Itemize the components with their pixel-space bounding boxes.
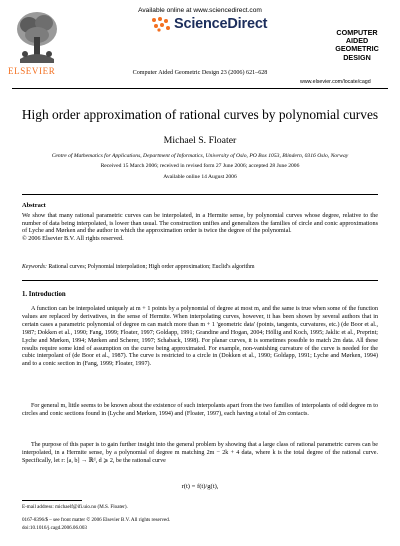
online-date: Available online 14 August 2006: [163, 174, 237, 180]
section-heading: 1. Introduction: [22, 291, 66, 298]
abstract-top-rule: [22, 194, 378, 195]
abstract-copyright: © 2006 Elsevier B.V. All rights reserved.: [22, 235, 124, 243]
sciencedirect-wordmark: ScienceDirect: [174, 16, 268, 32]
abstract-text: We show that many rational parametric curves can be interpolated, in a Hermite sense, by polynomial curves whose degree, relative to the number of data being interpolated, is lower than usual. The construction unifies and generalizes the families of circle and conic approximations of Lyche and Mørken and the author in which the approximation order is twice the degree of the polynomial.: [22, 212, 378, 235]
elsevier-tree-logo: [12, 9, 62, 67]
footnote-email: E-mail address: michaelf@ifi.uio.no (M.S. Floater).: [22, 504, 128, 510]
abstract-bottom-rule: [22, 280, 378, 281]
keywords: [22, 264, 378, 270]
journal-logo-line: DESIGN: [343, 52, 371, 62]
received-dates: Received 15 March 2006; received in revised form 27 June 2006; accepted 28 June 2006: [100, 163, 300, 169]
footnote-doi[interactable]: doi:10.1016/j.cagd.2006.06.003: [22, 525, 87, 531]
journal-logo-line: GEOMETRIC: [335, 44, 379, 54]
intro-paragraph-1: A function can be interpolated uniquely at m + 1 points by a polynomial of degree at most m, and the same is true when some of the function values are replaced by derivatives, in the sense of Hermite. When interpolating curves, however, it has been shown by several authors that in certain cases a parametric polynomial of degree m can match more than m + 1 'geometric data' (points, tangents, curvatures, etc.) (de Boor et al., 1987; Dokken et al., 1990; Fang, 1999; Floater, 1997; Goldapp, 1991; Grandine and Hogan, 2004; Höllig and Koch, 1995; Jaklic et al., Preprint; Lyche and Mørken, 1994; Mørken and Scherer, 1997; Schaback, 1998). For planar curves, it is sometimes possible to match 2m data. All these results require some kind of assumption on the curve being approximated. For example, non-vanishing curvature of the curve is needed for the cubic interpolant of (de Boor et al., 1987). The curve is restricted to a circle in (Dokken et al., 1990; Goldapp, 1991; Lyche and Mørken, 1994) and to a conic section in (Fang, 1999; Floater, 1997).: [22, 306, 378, 368]
journal-citation: Computer Aided Geometric Design 23 (2006) 621–628: [132, 70, 268, 76]
publisher-name: ELSEVIER: [8, 66, 56, 76]
sciencedirect-brand: [150, 16, 267, 32]
abstract-body: [22, 212, 378, 243]
journal-logo-line: COMPUTER: [336, 28, 378, 37]
keywords-list: Rational curves; Polynomial interpolation; High order approximation; Euclid's algorithm: [48, 264, 255, 270]
sciencedirect-mark-icon: [150, 16, 172, 32]
footnote-issn: 0167-8396/$ – see front matter © 2006 Elsevier B.V. All rights reserved.: [22, 517, 171, 523]
journal-logo-line: AIDED: [345, 36, 369, 46]
abstract-heading: Abstract: [22, 202, 46, 209]
article-title: High order approximation of rational curves by polynomial curves: [21, 107, 379, 122]
author-affiliation: Centre of Mathematics for Applications, Department of Informatics, University of Oslo, PO Box 1053, Blindern, 0316 Oslo, Norway: [51, 153, 349, 159]
journal-url[interactable]: www.elsevier.com/locate/cagd: [300, 79, 371, 85]
keywords-label: Keywords:: [22, 264, 47, 270]
equation-rational-curve: r(t) = f(t)/g(t),: [181, 483, 219, 490]
footnote-rule: [22, 500, 82, 501]
available-online-line: Available online at www.sciencedirect.com: [138, 7, 262, 14]
article-author: Michael S. Floater: [163, 135, 237, 146]
intro-paragraph-2: For general m, little seems to be known about the existence of such interpolants apart from the two families of interpolants of odd degree m to circles and conic sections found in (Lyche and Mørken, 1994) and (Floater, 1997), each having a total of 2m contacts.: [22, 403, 378, 417]
journal-logo: [322, 29, 392, 62]
header-rule: [12, 88, 388, 89]
intro-paragraph-3: The purpose of this paper is to gain further insight into the general problem by showing that a large class of rational parametric curves can be interpolated, in a Hermite sense, by a polynomial of degree m matching 2m − 2k + 4 data, where k is the total degree of the rational curve. Specifically, let r: [a, b] → ℝᵈ, d ⩾ 2, be the rational curve: [22, 442, 378, 464]
